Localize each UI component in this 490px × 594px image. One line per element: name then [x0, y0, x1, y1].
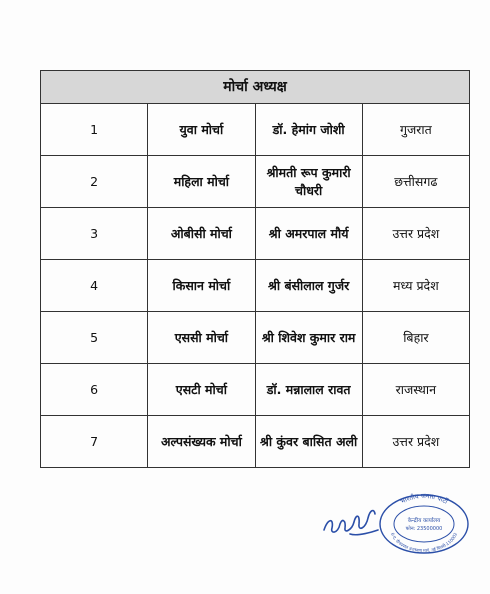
table-title: मोर्चा अध्यक्ष	[41, 71, 470, 104]
stamp-text-phone: फोन: 23500000	[405, 526, 443, 532]
signature-image	[320, 500, 382, 540]
state-name: गुजरात	[362, 104, 469, 156]
morcha-name: महिला मोर्चा	[148, 156, 255, 208]
row-number: 7	[41, 416, 148, 468]
state-name: उत्तर प्रदेश	[362, 208, 469, 260]
leader-name: श्री कुंवर बासित अली	[255, 416, 362, 468]
leader-name: डॉ. मन्नालाल रावत	[255, 364, 362, 416]
table-row	[41, 208, 470, 260]
morcha-name: एससी मोर्चा	[148, 312, 255, 364]
morcha-name: एसटी मोर्चा	[148, 364, 255, 416]
leader-name: श्री अमरपाल मौर्य	[255, 208, 362, 260]
row-number: 1	[41, 104, 148, 156]
row-number: 6	[41, 364, 148, 416]
table-row	[41, 260, 470, 312]
leader-name: श्रीमती रूप कुमारी चौधरी	[255, 156, 362, 208]
state-name: राजस्थान	[362, 364, 469, 416]
table-row	[41, 364, 470, 416]
leader-name: डॉ. हेमांग जोशी	[255, 104, 362, 156]
state-name: छत्तीसगढ	[362, 156, 469, 208]
leader-name: श्री बंसीलाल गुर्जर	[255, 260, 362, 312]
morcha-name: अल्पसंख्यक मोर्चा	[148, 416, 255, 468]
office-stamp-image	[378, 492, 470, 554]
morcha-name: युवा मोर्चा	[148, 104, 255, 156]
morcha-name: किसान मोर्चा	[148, 260, 255, 312]
row-number: 5	[41, 312, 148, 364]
leader-name: श्री शिवेश कुमार राम	[255, 312, 362, 364]
row-number: 2	[41, 156, 148, 208]
state-name: मध्य प्रदेश	[362, 260, 469, 312]
stamp-text-top: भारतीय जनता पार्टी	[399, 492, 449, 506]
row-number: 3	[41, 208, 148, 260]
table-row	[41, 104, 470, 156]
table-row	[41, 312, 470, 364]
svg-text:भारतीय जनता पार्टी	[399, 492, 449, 506]
row-number: 4	[41, 260, 148, 312]
state-name: उत्तर प्रदेश	[362, 416, 469, 468]
morcha-name: ओबीसी मोर्चा	[148, 208, 255, 260]
state-name: बिहार	[362, 312, 469, 364]
stamp-text-mid: केन्द्रीय कार्यालय	[407, 518, 441, 524]
stamp-text-bottom: 6-ए, दीनदयाल उपाध्याय मार्ग, नई दिल्ली-110002	[389, 531, 459, 554]
table-row	[41, 156, 470, 208]
morcha-presidents-table	[40, 70, 470, 468]
table-row	[41, 416, 470, 468]
